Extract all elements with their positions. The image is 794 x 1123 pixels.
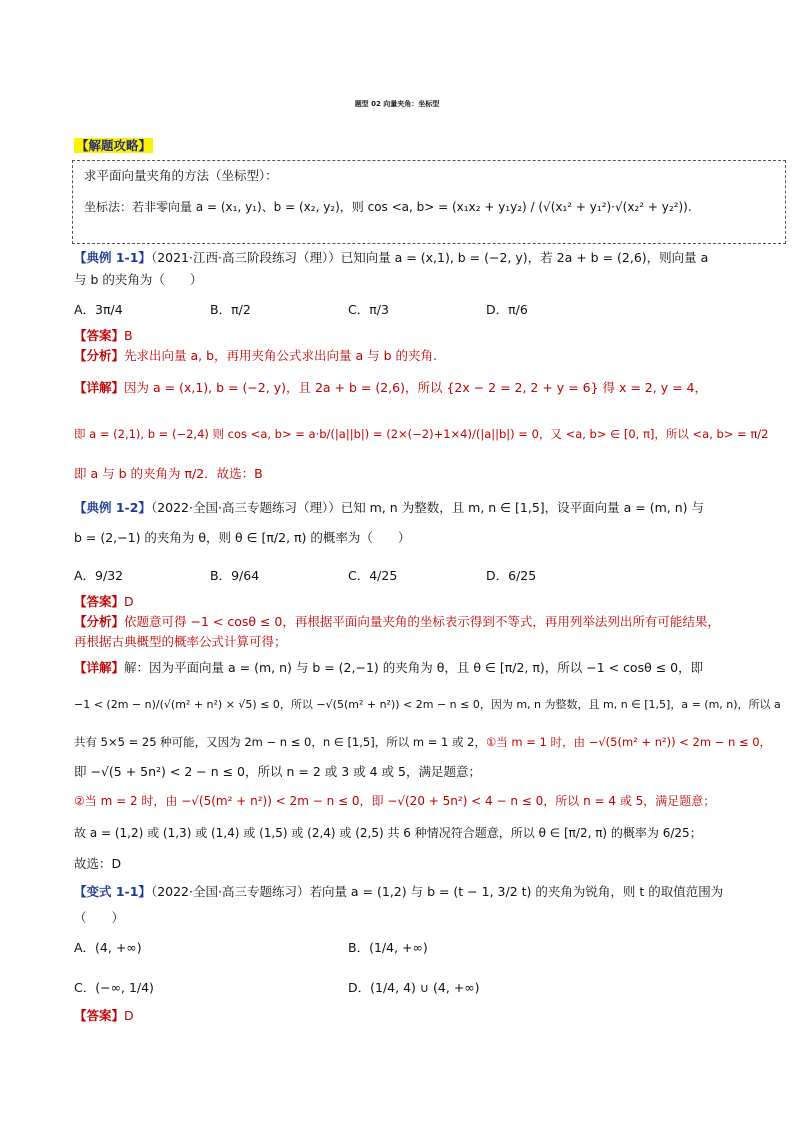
ex2-analysis-1: 【分析】依题意可得 −1 < cosθ ≤ 0，再根据平面向量夹角的坐标表示得到不等式，再用列举法列出所有可能结果， [74, 614, 720, 629]
var1-stem-line-2: （ ） [74, 910, 125, 925]
var1-option-b: B．(1/4, +∞) [348, 940, 428, 955]
ex2-option-a: A．9/32 [74, 568, 124, 583]
ex2-detail-3: 共有 5×5 = 25 种可能，又因为 2m − n ≤ 0，n ∈ [1,5]，所以 m = 1 或 2，①当 m = 1 时，由 −√(5(m² + n²)) < 2m − n ≤ 0， [74, 735, 772, 749]
var1-answer: 【答案】D [74, 1008, 134, 1023]
ex1-answer: 【答案】B [74, 328, 133, 343]
method-line-1: 求平面向量夹角的方法（坐标型）： [84, 168, 278, 183]
ex1-option-a: A．3π/4 [74, 302, 123, 317]
ex2-detail-2: −1 < (2m − n)/(√(m² + n²) × √5) ≤ 0，所以 −√(5(m² + n²)) < 2m − n ≤ 0，因为 m, n 为整数，且 m, n ∈ [1,5]，a = (m, n)，所以 a [74, 698, 781, 711]
var1-option-d: D．(1/4, 4) ∪ (4, +∞) [348, 980, 480, 995]
ex1-stem-line-1: 【典例 1-1】（2021·江西·高三阶段练习（理））已知向量 a = (x,1), b = (−2, y)，若 2a + b = (2,6)，则向量 a [74, 250, 709, 265]
ex1-detail-3: 即 a 与 b 的夹角为 π/2．故选：B [74, 466, 263, 481]
ex2-detail-7: 故选：D [74, 856, 122, 871]
ex2-analysis-2: 再根据古典概型的概率公式计算可得； [74, 634, 287, 649]
page-title: 题型 02 向量夹角：坐标型 [354, 100, 440, 108]
ex2-detail-4: 即 −√(5 + 5n²) < 2 − n ≤ 0，所以 n = 2 或 3 或 4 或 5，满足题意； [74, 764, 481, 779]
var1-option-a: A．(4, +∞) [74, 940, 142, 955]
var1-option-c: C．(−∞, 1/4) [74, 980, 154, 995]
ex2-detail-5: ②当 m = 2 时，由 −√(5(m² + n²)) < 2m − n ≤ 0，即 −√(20 + 5n²) < 4 − n ≤ 0，所以 n = 4 或 5，满足题意； [74, 794, 716, 808]
ex2-stem-line-2: b = (2,−1) 的夹角为 θ，则 θ ∈ [π/2, π) 的概率为（ ） [74, 530, 411, 545]
ex1-stem-line-2: 与 b 的夹角为（ ） [74, 272, 203, 287]
ex2-option-c: C．4/25 [348, 568, 398, 583]
ex2-answer: 【答案】D [74, 594, 134, 609]
ex2-option-d: D．6/25 [486, 568, 537, 583]
strategy-tag: 【解题攻略】 [76, 138, 152, 153]
ex2-stem-line-1: 【典例 1-2】（2022·全国·高三专题练习（理））已知 m, n 为整数，且 m, n ∈ [1,5]，设平面向量 a = (m, n) 与 [74, 500, 705, 515]
ex1-option-c: C．π/3 [348, 302, 389, 317]
ex2-detail-1: 【详解】解：因为平面向量 a = (m, n) 与 b = (2,−1) 的夹角为 θ，且 θ ∈ [π/2, π)，所以 −1 < cosθ ≤ 0，即 [74, 660, 704, 675]
ex1-option-d: D．π/6 [486, 302, 528, 317]
ex2-detail-6: 故 a = (1,2) 或 (1,3) 或 (1,4) 或 (1,5) 或 (2,4) 或 (2,5) 共 6 种情况符合题意，所以 θ ∈ [π/2, π) 的概率为 6/25； [74, 826, 702, 840]
ex1-detail-2: 即 a = (2,1), b = (−2,4) 则 cos <a, b> = a·b/(|a||b|) = (2×(−2)+1×4)/(|a||b|) = 0，又 <a, b> ∈ [0, π]，所以 <a, b> = π/2 [74, 427, 769, 441]
ex1-detail-1: 【详解】因为 a = (x,1), b = (−2, y)，且 2a + b = (2,6)，所以 {2x − 2 = 2, 2 + y = 6} 得 x = 2, y = 4， [74, 380, 707, 395]
ex1-analysis: 【分析】先求出向量 a, b，再用夹角公式求出向量 a 与 b 的夹角. [74, 348, 437, 363]
var1-stem-line-1: 【变式 1-1】（2022·全国·高三专题练习）若向量 a = (1,2) 与 b = (t − 1, 3/2 t) 的夹角为锐角，则 t 的取值范围为 [74, 884, 724, 899]
ex1-option-b: B．π/2 [210, 302, 251, 317]
ex2-option-b: B．9/64 [210, 568, 260, 583]
method-line-2: 坐标法：若非零向量 a = (x₁, y₁)、b = (x₂, y₂)，则 cos <a, b> = (x₁x₂ + y₁y₂) / (√(x₁² + y₁²)·√(x₂² + y₂²)). [84, 200, 692, 214]
